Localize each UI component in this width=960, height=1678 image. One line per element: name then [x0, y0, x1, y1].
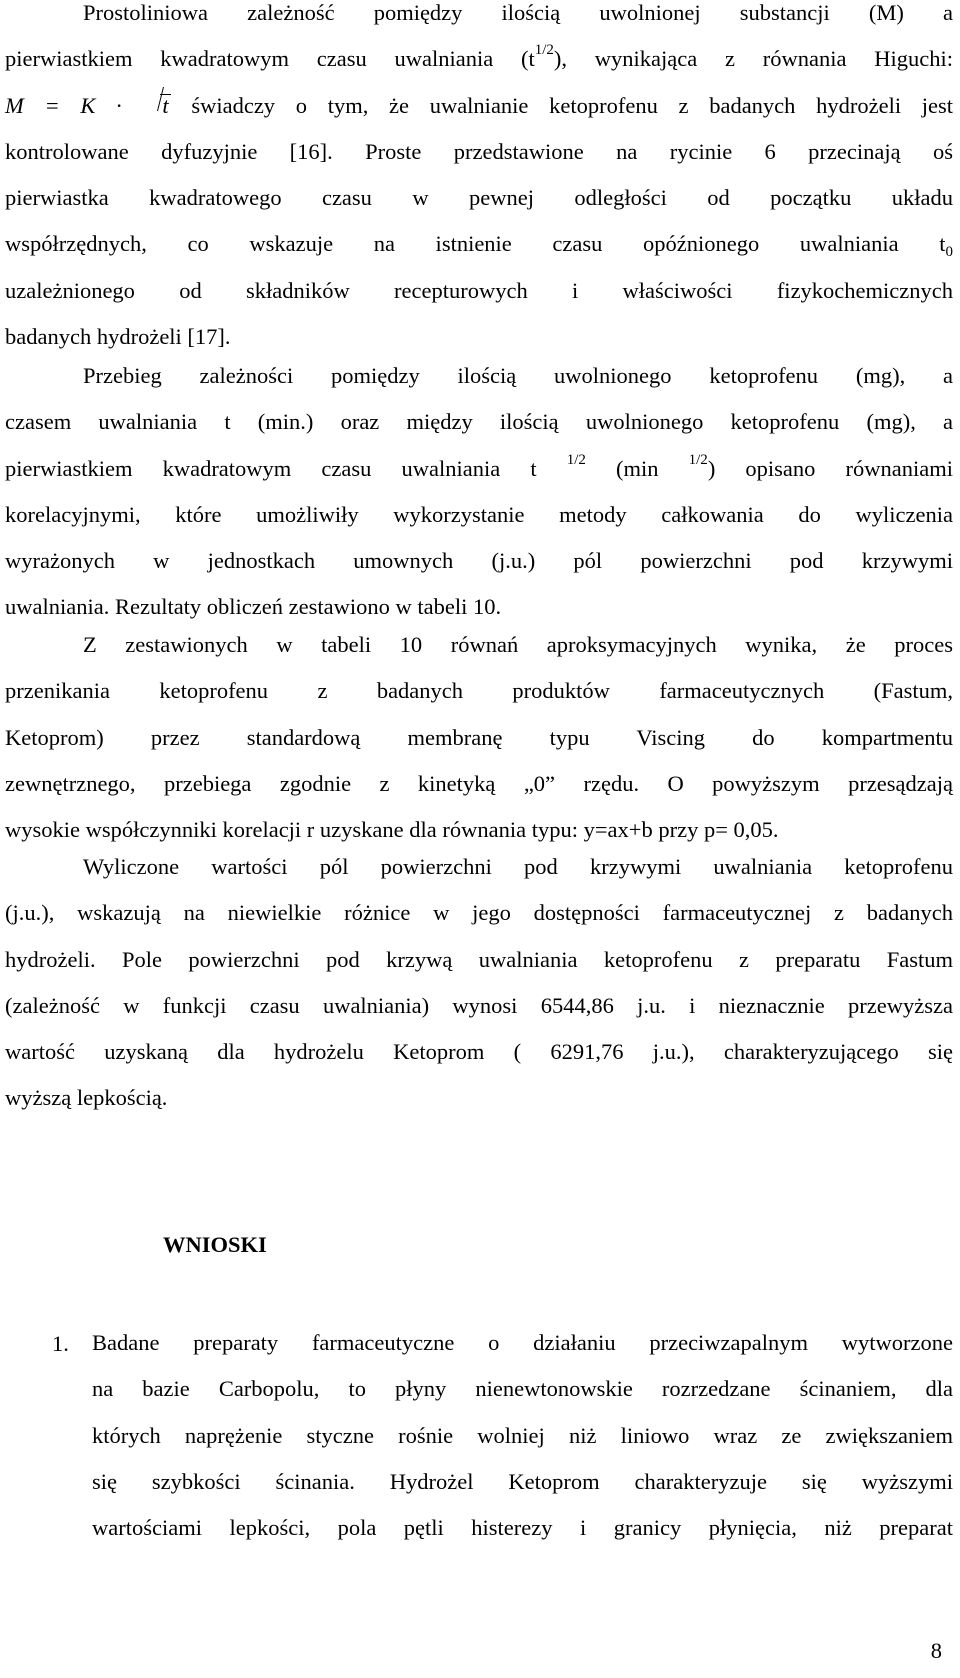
page-number: 8	[930, 1638, 942, 1663]
text-line: na bazie Carbopolu, to płyny nienewtonowskie rozrzedzane ścinaniem, dla	[92, 1376, 953, 1402]
text-line: pierwiastkiem kwadratowym czasu uwalniania t $^{1/2}$ (min $^{1/2}$) opisano równaniami	[5, 451, 954, 481]
text-line: zewnętrznego, przebiega zgodnie z kinetyką „0” rzędu. O powyższym przesądzają	[5, 770, 953, 796]
text-line: wysokie współczynniki korelacji r uzyskane dla równania typu: y=ax+b przy p= 0,05.	[5, 817, 779, 843]
list-item-number: 1.	[52, 1331, 69, 1356]
text-line: Ketoprom) przez standardową membranę typu Viscing do kompartmentu	[5, 724, 953, 750]
superscript: 1/2	[566, 451, 586, 468]
text-line: się szybkości ścinania. Hydrożel Ketoprom charakteryzuje się wyższymi	[92, 1468, 953, 1494]
text-line: pierwiastka kwadratowego czasu w pewnej odległości od początku układu	[5, 185, 953, 211]
higuchi-formula: M = K · t	[5, 93, 171, 118]
text-line: (j.u.), wskazują na niewielkie różnice w jego dostępności farmaceutycznej z badanych	[5, 900, 953, 926]
text-line: Wyliczone wartości pól powierzchni pod krzywymi uwalniania ketoprofenu	[83, 854, 953, 879]
text-line: przenikania ketoprofenu z badanych produktów farmaceutycznych (Fastum,	[5, 678, 953, 704]
paragraph-area-values	[5, 844, 953, 1122]
text-line: współrzędnych, co wskazuje na istnienie czasu opóźnionego uwalniania $t_0$	[5, 231, 953, 261]
paragraph-correlation	[5, 353, 953, 631]
text-line: badanych hydrożeli [17].	[5, 324, 231, 350]
paragraph-higuchi	[5, 0, 953, 360]
superscript: 1/2	[534, 42, 554, 59]
text-line: czasem uwalniania t (min.) oraz między ilością uwolnionego ketoprofenu (mg), a	[5, 409, 953, 435]
text-line: wyższą lepkością.	[5, 1085, 168, 1111]
text-line: hydrożeli. Pole powierzchni pod krzywą uwalniania ketoprofenu z preparatu Fastum	[5, 946, 953, 972]
text-line: uzależnionego od składników recepturowych i właściwości fizykochemicznych	[5, 277, 953, 303]
text-line: których naprężenie styczne rośnie wolniej niż liniowo wraz ze zwiększaniem	[92, 1422, 953, 1448]
text-line: pierwiastkiem kwadratowym czasu uwalniania $(t^{1/2})$, wynikająca z równania Higuchi:	[5, 42, 953, 72]
text-line: wartościami lepkości, pola pętli histerezy i granicy płynięcia, niż preparat	[92, 1515, 953, 1541]
text-line: korelacyjnymi, które umożliwiły wykorzystanie metody całkowania do wyliczenia	[5, 501, 953, 527]
text-line: Przebieg zależności pomiędzy ilością uwolnionego ketoprofenu (mg), a	[83, 363, 953, 388]
square-root: t	[142, 83, 170, 129]
superscript: 1/2	[688, 451, 708, 468]
text-line: Badane preparaty farmaceutyczne o działaniu przeciwzapalnym wytworzone	[92, 1330, 953, 1355]
text-line: Z zestawionych w tabeli 10 równań aproksymacyjnych wynika, że proces	[83, 632, 953, 657]
text-line: kontrolowane dyfuzyjnie [16]. Proste przedstawione na rycinie 6 przecinają oś	[5, 138, 953, 164]
list-item-conclusion-1	[92, 1320, 953, 1551]
paragraph-kinetics	[5, 622, 953, 853]
subscript: 0	[945, 244, 953, 261]
text-line: wyrażonych w jednostkach umownych (j.u.) pól powierzchni pod krzywymi	[5, 548, 953, 574]
text-line: wartość uzyskaną dla hydrożelu Ketoprom ( 6291,76 j.u.), charakteryzującego się	[5, 1039, 953, 1065]
text-line: uwalniania. Rezultaty obliczeń zestawiono w tabeli 10.	[5, 594, 502, 620]
text-line: Prostoliniowa zależność pomiędzy ilością uwolnionej substancji (M) a	[83, 0, 953, 25]
text-line: (zależność w funkcji czasu uwalniania) wynosi 6544,86 j.u. i nieznacznie przewyższa	[5, 992, 953, 1018]
text-line-formula: M = K · t świadczy o tym, że uwalnianie ketoprofenu z badanych hydrożeli jest	[5, 83, 953, 129]
section-heading: WNIOSKI	[163, 1232, 267, 1257]
